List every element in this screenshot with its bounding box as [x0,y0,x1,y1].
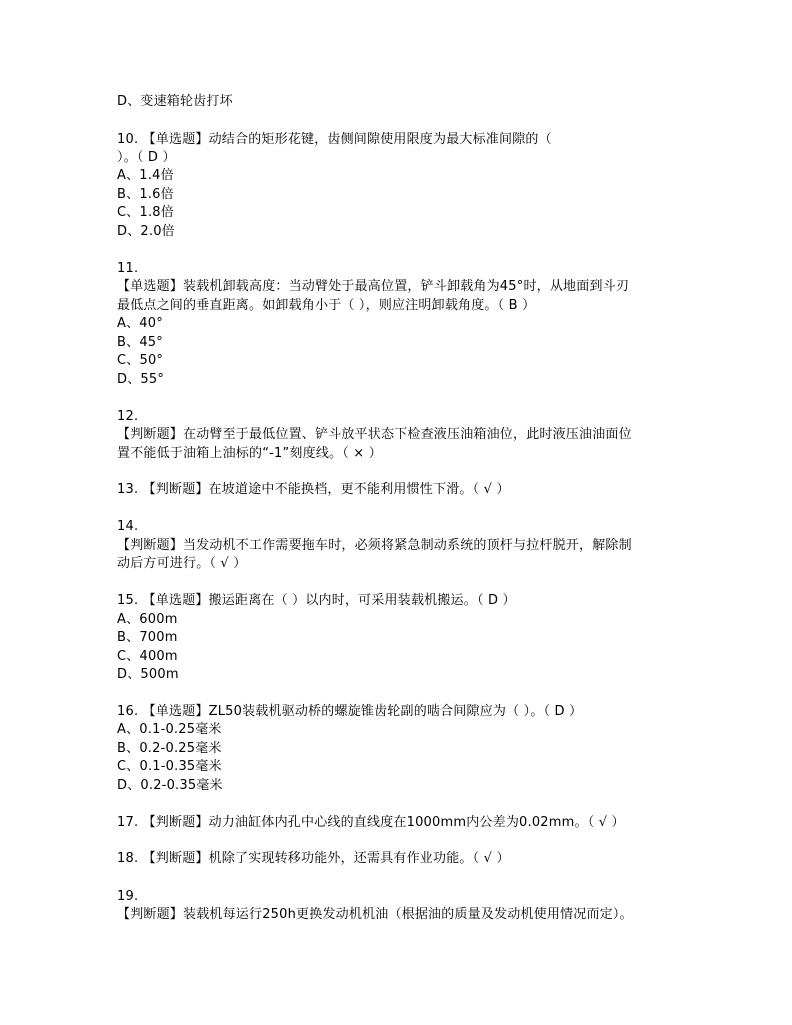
q16-option-d: D、0.2-0.35毫米 [117,778,223,793]
q11-option-c: C、50° [117,353,164,368]
q9-option-d: D、变速箱轮齿打坏 [117,94,233,109]
q10-option-c: C、1.8倍 [117,205,174,220]
q13-stem: 13. 【判断题】在坡道途中不能换档，更不能利用惯性下滑。（ √ ） [117,482,510,497]
q11-number: 11. [117,261,139,276]
q15-option-c: C、400m [117,649,178,664]
q11-stem-line-1: 【单选题】装载机卸载高度：当动臂处于最高位置，铲斗卸载角为45°时，从地面到斗刃 [117,279,630,294]
q19-stem-line-1: 【判断题】装载机每运行250h更换发动机机油（根据油的质量及发动机使用情况而定）。 [117,907,633,922]
q15-stem: 15. 【单选题】搬运距离在（ ）以内时，可采用装载机搬运。（ D ） [117,593,516,608]
q12-stem-line-2: 置不能低于油箱上油标的“-1”刻度线。（ × ） [117,446,382,461]
q11-option-a: A、40° [117,316,163,331]
q16-option-b: B、0.2-0.25毫米 [117,741,222,756]
q10-option-d: D、2.0倍 [117,224,175,239]
q19-number: 19. [117,889,139,904]
q15-option-a: A、600m [117,612,178,627]
q18-stem: 18. 【判断题】机除了实现转移功能外，还需具有作业功能。（ √ ） [117,851,510,866]
q11-option-b: B、45° [117,335,163,350]
q10-option-a: A、1.4倍 [117,168,174,183]
q17-stem: 17. 【判断题】动力油缸体内孔中心线的直线度在1000mm内公差为0.02mm。（ √ ） [117,815,625,830]
q16-stem: 16. 【单选题】ZL50装载机驱动桥的螺旋锥齿轮副的啮合间隙应为（ ）。（ D ） [117,704,583,719]
q12-number: 12. [117,409,139,424]
q14-stem-line-2: 动后方可进行。（ √ ） [117,556,247,571]
q14-number: 14. [117,519,139,534]
q11-option-d: D、55° [117,372,165,387]
q11-stem-line-2: 最低点之间的垂直距离。如卸载角小于（ ），则应注明卸载角度。（ B ） [117,298,536,313]
q16-option-a: A、0.1-0.25毫米 [117,722,222,737]
q10-stem-line-2: ）。（ D ） [117,150,176,165]
q15-option-d: D、500m [117,667,179,682]
q14-stem-line-1: 【判断题】当发动机不工作需要拖车时，必须将紧急制动系统的顶杆与拉杆脱开，解除制 [117,538,632,553]
q16-option-c: C、0.1-0.35毫米 [117,759,222,774]
q10-stem-line-1: 10. 【单选题】动结合的矩形花键，齿侧间隙使用限度为最大标准间隙的（ [117,132,552,147]
q15-option-b: B、700m [117,630,178,645]
q10-option-b: B、1.6倍 [117,187,174,202]
q12-stem-line-1: 【判断题】在动臂至于最低位置、铲斗放平状态下检查液压油箱油位，此时液压油油面位 [117,427,632,442]
